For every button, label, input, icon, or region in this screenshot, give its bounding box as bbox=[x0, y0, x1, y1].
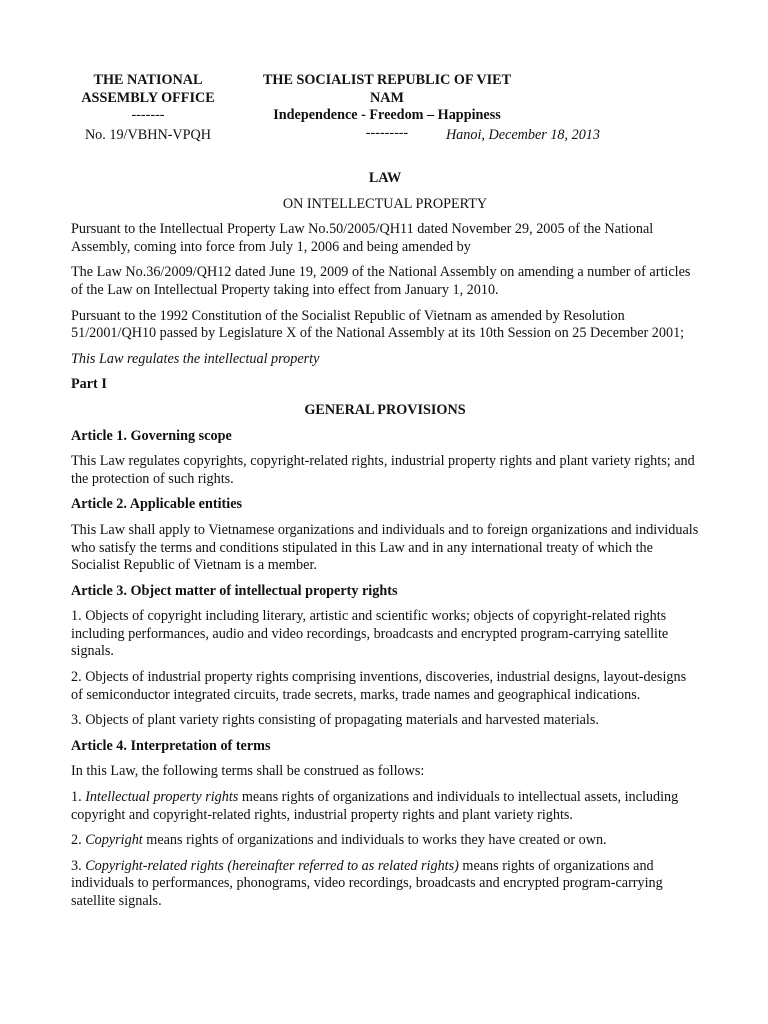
document-body bbox=[71, 170, 699, 919]
clause-number: 2. bbox=[71, 832, 86, 849]
place-and-date: Hanoi, December 18, 2013 bbox=[445, 127, 600, 143]
article-4-clause-2 bbox=[71, 832, 699, 850]
article-4-heading: Article 4. Interpretation of terms bbox=[71, 737, 271, 754]
article-2-text: This Law shall apply to Vietnamese organizations and individuals and to foreign organizations and individuals who satisfy the terms and conditions stipulated in this Law and in any international treaty of which the Socialist Republic of Vietnam is a member. bbox=[71, 521, 699, 574]
issuing-agency-block bbox=[60, 72, 236, 125]
national-motto: Independence - Freedom – Happiness bbox=[273, 107, 501, 124]
part-label: Part I bbox=[71, 376, 107, 393]
agency-divider: ------- bbox=[131, 107, 165, 124]
article-3-heading: Article 3. Object matter of intellectual property rights bbox=[71, 582, 398, 599]
defined-term: Copyright bbox=[85, 832, 143, 849]
country-name: THE SOCIALIST REPUBLIC OF VIET NAM bbox=[262, 72, 512, 106]
article-1-heading: Article 1. Governing scope bbox=[71, 427, 232, 444]
article-3-clause-2: 2. Objects of industrial property rights comprising inventions, discoveries, industrial designs, layout-designs of semiconductor integrated circuits, trade secrets, marks, trade names and geographical indications. bbox=[71, 669, 687, 703]
part-title: GENERAL PROVISIONS bbox=[304, 401, 466, 418]
preamble-paragraph-4: This Law regulates the intellectual property bbox=[71, 350, 320, 367]
article-2-heading: Article 2. Applicable entities bbox=[71, 496, 243, 513]
definition-text: means rights of organizations and individuals to performances, phonograms, video recordings, broadcasts and encrypted program-carrying satellite signals. bbox=[71, 857, 663, 909]
agency-name-line2: ASSEMBLY OFFICE bbox=[81, 89, 215, 106]
document-number: No. 19/VBHN-VPQH bbox=[84, 127, 212, 143]
article-3-clause-3: 3. Objects of plant variety rights consisting of propagating materials and harvested materials. bbox=[71, 712, 599, 729]
article-4-intro: In this Law, the following terms shall be construed as follows: bbox=[71, 763, 425, 780]
preamble-paragraph-1: Pursuant to the Intellectual Property Law No.50/2005/QH11 dated November 29, 2005 of the National Assembly, coming into force from July 1, 2006 and being amended by bbox=[71, 221, 654, 255]
preamble-paragraph-3: Pursuant to the 1992 Constitution of the Socialist Republic of Vietnam as amended by Resolution 51/2001/QH10 passed by Legislature X of the National Assembly at its 10th Session on 25 December 2001; bbox=[71, 307, 685, 342]
document-type-title: LAW bbox=[368, 170, 402, 186]
article-3-clause-1: 1. Objects of copyright including literary, artistic and scientific works; objects of copyright-related rights including performances, audio and video recordings, broadcasts and encrypted program-carrying satellite signals. bbox=[71, 608, 669, 660]
article-4-clause-1 bbox=[71, 789, 699, 824]
clause-number: 1. bbox=[71, 789, 86, 806]
article-4-clause-3 bbox=[71, 858, 699, 911]
clause-number: 3. bbox=[71, 857, 86, 874]
article-1-text: This Law regulates copyrights, copyright-related rights, industrial property rights and plant variety rights; and the protection of such rights. bbox=[71, 453, 695, 487]
motto-divider: --------- bbox=[365, 124, 409, 141]
preamble-paragraph-2: The Law No.36/2009/QH12 dated June 19, 2009 of the National Assembly on amending a number of articles of the Law on Intellectual Property taking into effect from January 1, 2010. bbox=[71, 264, 691, 298]
definition-text: means rights of organizations and individuals to intellectual assets, including copyright and copyright-related rights, industrial property rights and plant variety rights. bbox=[71, 789, 679, 823]
document-subject-title: ON INTELLECTUAL PROPERTY bbox=[282, 195, 488, 212]
defined-term: Copyright-related rights (hereinafter referred to as related rights) bbox=[85, 857, 459, 874]
agency-name-line1: THE NATIONAL bbox=[93, 72, 203, 88]
definition-text: means rights of organizations and individuals to works they have created or own. bbox=[142, 832, 607, 849]
defined-term: Intellectual property rights bbox=[85, 789, 239, 806]
